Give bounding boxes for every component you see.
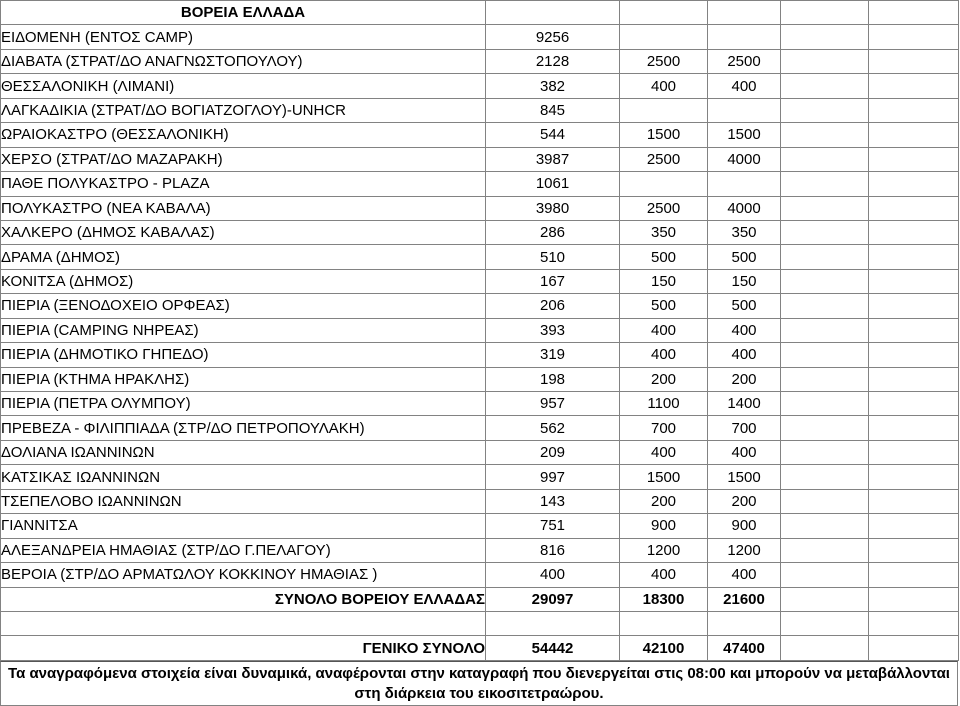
present-count-cell: 209 bbox=[486, 440, 620, 464]
blank-cell bbox=[869, 489, 959, 513]
camp-row bbox=[1, 416, 959, 440]
camp-row bbox=[1, 343, 959, 367]
camp-row bbox=[1, 563, 959, 587]
capacity2-cell: 400 bbox=[708, 318, 781, 342]
present-count-cell: 319 bbox=[486, 343, 620, 367]
capacity1-cell: 1100 bbox=[620, 392, 708, 416]
blank-cell bbox=[869, 98, 959, 122]
camp-name-cell: ΑΛΕΞΑΝΔΡΕΙΑ ΗΜΑΘΙΑΣ (ΣΤΡ/ΔΟ Γ.ΠΕΛΑΓΟΥ) bbox=[1, 538, 486, 562]
spacer-cell bbox=[869, 611, 959, 635]
grand-total-capacity1-cell: 42100 bbox=[620, 636, 708, 660]
blank-cell bbox=[869, 367, 959, 391]
camp-row bbox=[1, 465, 959, 489]
capacity2-cell: 400 bbox=[708, 74, 781, 98]
camp-name-cell: ΩΡΑΙΟΚΑΣΤΡΟ (ΘΕΣΣΑΛΟΝΙΚΗ) bbox=[1, 123, 486, 147]
capacity2-cell: 400 bbox=[708, 563, 781, 587]
present-count-cell: 2128 bbox=[486, 49, 620, 73]
camp-name-cell: ΒΕΡΟΙΑ (ΣΤΡ/ΔΟ ΑΡΜΑΤΩΛΟΥ ΚΟΚΚΙΝΟΥ ΗΜΑΘΙΑΣ ) bbox=[1, 563, 486, 587]
camp-name-cell: ΛΑΓΚΑΔΙΚΙΑ (ΣΤΡΑΤ/ΔΟ ΒΟΓΙΑΤΖΟΓΛΟΥ)-UNHCR bbox=[1, 98, 486, 122]
blank-cell bbox=[781, 318, 869, 342]
capacity2-cell: 350 bbox=[708, 220, 781, 244]
capacity2-cell: 1400 bbox=[708, 392, 781, 416]
camp-row bbox=[1, 489, 959, 513]
present-count-cell: 957 bbox=[486, 392, 620, 416]
blank-cell bbox=[869, 318, 959, 342]
spacer-cell bbox=[620, 611, 708, 635]
header-blank-cell bbox=[620, 1, 708, 25]
camp-row bbox=[1, 538, 959, 562]
spacer-cell bbox=[1, 611, 486, 635]
header-blank-cell bbox=[708, 1, 781, 25]
camp-name-cell: ΠΙΕΡΙΑ (ΞΕΝΟΔΟΧΕΙΟ ΟΡΦΕΑΣ) bbox=[1, 294, 486, 318]
present-count-cell: 286 bbox=[486, 220, 620, 244]
camp-row bbox=[1, 269, 959, 293]
header-blank-cell bbox=[486, 1, 620, 25]
blank-cell bbox=[781, 147, 869, 171]
capacity2-cell bbox=[708, 172, 781, 196]
camp-row bbox=[1, 440, 959, 464]
present-count-cell: 510 bbox=[486, 245, 620, 269]
capacity2-cell: 1200 bbox=[708, 538, 781, 562]
capacity1-cell: 350 bbox=[620, 220, 708, 244]
present-count-cell: 562 bbox=[486, 416, 620, 440]
camp-row bbox=[1, 74, 959, 98]
camp-row bbox=[1, 123, 959, 147]
blank-cell bbox=[869, 49, 959, 73]
camp-row bbox=[1, 49, 959, 73]
blank-cell bbox=[781, 465, 869, 489]
blank-cell bbox=[869, 416, 959, 440]
blank-cell bbox=[781, 123, 869, 147]
capacity2-cell bbox=[708, 98, 781, 122]
spacer-cell bbox=[486, 611, 620, 635]
camp-row bbox=[1, 294, 959, 318]
blank-cell bbox=[869, 147, 959, 171]
camp-name-cell: ΠΙΕΡΙΑ (CAMPING ΝΗΡΕΑΣ) bbox=[1, 318, 486, 342]
blank-cell bbox=[869, 245, 959, 269]
blank-cell bbox=[781, 196, 869, 220]
capacity1-cell: 400 bbox=[620, 563, 708, 587]
capacity2-cell: 500 bbox=[708, 245, 781, 269]
camp-name-cell: ΚΑΤΣΙΚΑΣ ΙΩΑΝΝΙΝΩΝ bbox=[1, 465, 486, 489]
spacer-row bbox=[1, 611, 959, 635]
camp-row bbox=[1, 25, 959, 49]
blank-cell bbox=[781, 563, 869, 587]
present-count-cell: 1061 bbox=[486, 172, 620, 196]
camp-name-cell: ΔΟΛΙΑΝΑ ΙΩΑΝΝΙΝΩΝ bbox=[1, 440, 486, 464]
capacity2-cell: 500 bbox=[708, 294, 781, 318]
camp-name-cell: ΠΙΕΡΙΑ (ΠΕΤΡΑ ΟΛΥΜΠΟΥ) bbox=[1, 392, 486, 416]
capacity2-cell: 4000 bbox=[708, 196, 781, 220]
blank-cell bbox=[869, 25, 959, 49]
capacity2-cell: 2500 bbox=[708, 49, 781, 73]
blank-cell bbox=[869, 392, 959, 416]
blank-cell bbox=[869, 294, 959, 318]
blank-cell bbox=[781, 98, 869, 122]
capacity2-cell: 200 bbox=[708, 489, 781, 513]
grand-total-capacity2-cell: 47400 bbox=[708, 636, 781, 660]
capacity1-cell: 200 bbox=[620, 367, 708, 391]
spacer-cell bbox=[708, 611, 781, 635]
spacer-cell bbox=[781, 611, 869, 635]
blank-cell bbox=[869, 343, 959, 367]
blank-cell bbox=[781, 294, 869, 318]
capacity1-cell: 400 bbox=[620, 318, 708, 342]
present-count-cell: 816 bbox=[486, 538, 620, 562]
footer-note-line2: στη διάρκεια του εικοσιτετραώρου. bbox=[354, 684, 604, 702]
capacity1-cell bbox=[620, 98, 708, 122]
capacity1-cell: 1200 bbox=[620, 538, 708, 562]
subtotal-present-cell: 29097 bbox=[486, 587, 620, 611]
subtotal-row bbox=[1, 587, 959, 611]
camp-row bbox=[1, 392, 959, 416]
footer-note-line1: Τα αναγραφόμενα στοιχεία είναι δυναμικά, αναφέρονται στην καταγραφή που διενεργείται στις 08:00 και μπορούν να μεταβάλλονται bbox=[8, 664, 950, 682]
capacity1-cell: 1500 bbox=[620, 123, 708, 147]
blank-cell bbox=[869, 269, 959, 293]
present-count-cell: 393 bbox=[486, 318, 620, 342]
blank-cell bbox=[869, 220, 959, 244]
capacity2-cell: 400 bbox=[708, 440, 781, 464]
blank-cell bbox=[869, 440, 959, 464]
blank-cell bbox=[781, 514, 869, 538]
region-header-title: ΒΟΡΕΙΑ ΕΛΛΑΔΑ bbox=[1, 1, 486, 25]
camp-row bbox=[1, 367, 959, 391]
capacity1-cell bbox=[620, 25, 708, 49]
capacity2-cell: 200 bbox=[708, 367, 781, 391]
capacity2-cell: 1500 bbox=[708, 465, 781, 489]
camp-name-cell: ΠΟΛΥΚΑΣΤΡΟ (ΝΕΑ ΚΑΒΑΛΑ) bbox=[1, 196, 486, 220]
blank-cell bbox=[869, 636, 959, 660]
camp-name-cell: ΠΙΕΡΙΑ (ΔΗΜΟΤΙΚΟ ΓΗΠΕΔΟ) bbox=[1, 343, 486, 367]
camp-name-cell: ΧΑΛΚΕΡΟ (ΔΗΜΟΣ ΚΑΒΑΛΑΣ) bbox=[1, 220, 486, 244]
present-count-cell: 400 bbox=[486, 563, 620, 587]
camp-name-cell: ΔΡΑΜΑ (ΔΗΜΟΣ) bbox=[1, 245, 486, 269]
present-count-cell: 167 bbox=[486, 269, 620, 293]
capacity2-cell: 900 bbox=[708, 514, 781, 538]
blank-cell bbox=[781, 220, 869, 244]
present-count-cell: 198 bbox=[486, 367, 620, 391]
capacity2-cell: 1500 bbox=[708, 123, 781, 147]
camp-row bbox=[1, 245, 959, 269]
blank-cell bbox=[869, 172, 959, 196]
camp-name-cell: ΘΕΣΣΑΛΟΝΙΚΗ (ΛΙΜΑΝΙ) bbox=[1, 74, 486, 98]
camp-row bbox=[1, 318, 959, 342]
camp-name-cell: ΤΣΕΠΕΛΟΒΟ ΙΩΑΝΝΙΝΩΝ bbox=[1, 489, 486, 513]
blank-cell bbox=[869, 74, 959, 98]
blank-cell bbox=[781, 25, 869, 49]
grand-total-present-cell: 54442 bbox=[486, 636, 620, 660]
blank-cell bbox=[781, 245, 869, 269]
capacity1-cell: 2500 bbox=[620, 49, 708, 73]
capacity1-cell: 500 bbox=[620, 245, 708, 269]
blank-cell bbox=[781, 269, 869, 293]
capacity1-cell: 400 bbox=[620, 343, 708, 367]
camp-name-cell: ΕΙΔΟΜΕΝΗ (ΕΝΤΟΣ CAMP) bbox=[1, 25, 486, 49]
blank-cell bbox=[781, 440, 869, 464]
blank-cell bbox=[781, 392, 869, 416]
present-count-cell: 9256 bbox=[486, 25, 620, 49]
subtotal-capacity2-cell: 21600 bbox=[708, 587, 781, 611]
present-count-cell: 751 bbox=[486, 514, 620, 538]
capacity1-cell: 1500 bbox=[620, 465, 708, 489]
camp-row bbox=[1, 514, 959, 538]
present-count-cell: 382 bbox=[486, 74, 620, 98]
camp-name-cell: ΧΕΡΣΟ (ΣΤΡΑΤ/ΔΟ ΜΑΖΑΡΑΚΗ) bbox=[1, 147, 486, 171]
camp-name-cell: ΔΙΑΒΑΤΑ (ΣΤΡΑΤ/ΔΟ ΑΝΑΓΝΩΣΤΟΠΟΥΛΟΥ) bbox=[1, 49, 486, 73]
blank-cell bbox=[781, 636, 869, 660]
camp-row bbox=[1, 220, 959, 244]
capacity1-cell: 700 bbox=[620, 416, 708, 440]
camp-name-cell: ΓΙΑΝΝΙΤΣΑ bbox=[1, 514, 486, 538]
camp-name-cell: ΠΑΘΕ ΠΟΛΥΚΑΣΤΡΟ - PLAZA bbox=[1, 172, 486, 196]
blank-cell bbox=[781, 416, 869, 440]
blank-cell bbox=[869, 465, 959, 489]
present-count-cell: 997 bbox=[486, 465, 620, 489]
blank-cell bbox=[869, 123, 959, 147]
present-count-cell: 206 bbox=[486, 294, 620, 318]
blank-cell bbox=[869, 587, 959, 611]
subtotal-capacity1-cell: 18300 bbox=[620, 587, 708, 611]
blank-cell bbox=[781, 49, 869, 73]
present-count-cell: 845 bbox=[486, 98, 620, 122]
capacity2-cell: 4000 bbox=[708, 147, 781, 171]
blank-cell bbox=[781, 587, 869, 611]
capacity1-cell: 150 bbox=[620, 269, 708, 293]
grand-total-row bbox=[1, 636, 959, 660]
blank-cell bbox=[781, 489, 869, 513]
capacity1-cell: 400 bbox=[620, 74, 708, 98]
present-count-cell: 3980 bbox=[486, 196, 620, 220]
blank-cell bbox=[869, 514, 959, 538]
camp-row bbox=[1, 147, 959, 171]
header-blank-cell bbox=[781, 1, 869, 25]
blank-cell bbox=[781, 172, 869, 196]
grand-total-label: ΓΕΝΙΚΟ ΣΥΝΟΛΟ bbox=[1, 636, 486, 660]
capacity1-cell: 500 bbox=[620, 294, 708, 318]
capacity1-cell bbox=[620, 172, 708, 196]
camp-row bbox=[1, 172, 959, 196]
capacity1-cell: 2500 bbox=[620, 147, 708, 171]
camp-row bbox=[1, 98, 959, 122]
blank-cell bbox=[781, 343, 869, 367]
camp-name-cell: ΠΡΕΒΕΖΑ - ΦΙΛΙΠΠΙΑΔΑ (ΣΤΡ/ΔΟ ΠΕΤΡΟΠΟΥΛΑΚΗ) bbox=[1, 416, 486, 440]
capacity1-cell: 2500 bbox=[620, 196, 708, 220]
subtotal-label: ΣΥΝΟΛΟ ΒΟΡΕΙΟΥ ΕΛΛΑΔΑΣ bbox=[1, 587, 486, 611]
capacity1-cell: 200 bbox=[620, 489, 708, 513]
capacity1-cell: 900 bbox=[620, 514, 708, 538]
camp-name-cell: ΠΙΕΡΙΑ (ΚΤΗΜΑ ΗΡΑΚΛΗΣ) bbox=[1, 367, 486, 391]
capacity2-cell: 400 bbox=[708, 343, 781, 367]
present-count-cell: 3987 bbox=[486, 147, 620, 171]
blank-cell bbox=[781, 538, 869, 562]
capacity2-cell: 150 bbox=[708, 269, 781, 293]
blank-cell bbox=[869, 196, 959, 220]
blank-cell bbox=[869, 538, 959, 562]
footer-note bbox=[0, 661, 958, 706]
capacity2-cell bbox=[708, 25, 781, 49]
present-count-cell: 544 bbox=[486, 123, 620, 147]
blank-cell bbox=[781, 74, 869, 98]
region-header-row bbox=[1, 1, 959, 25]
camp-name-cell: ΚΟΝΙΤΣΑ (ΔΗΜΟΣ) bbox=[1, 269, 486, 293]
blank-cell bbox=[869, 563, 959, 587]
camp-row bbox=[1, 196, 959, 220]
header-blank-cell bbox=[869, 1, 959, 25]
capacity1-cell: 400 bbox=[620, 440, 708, 464]
present-count-cell: 143 bbox=[486, 489, 620, 513]
capacity2-cell: 700 bbox=[708, 416, 781, 440]
blank-cell bbox=[781, 367, 869, 391]
